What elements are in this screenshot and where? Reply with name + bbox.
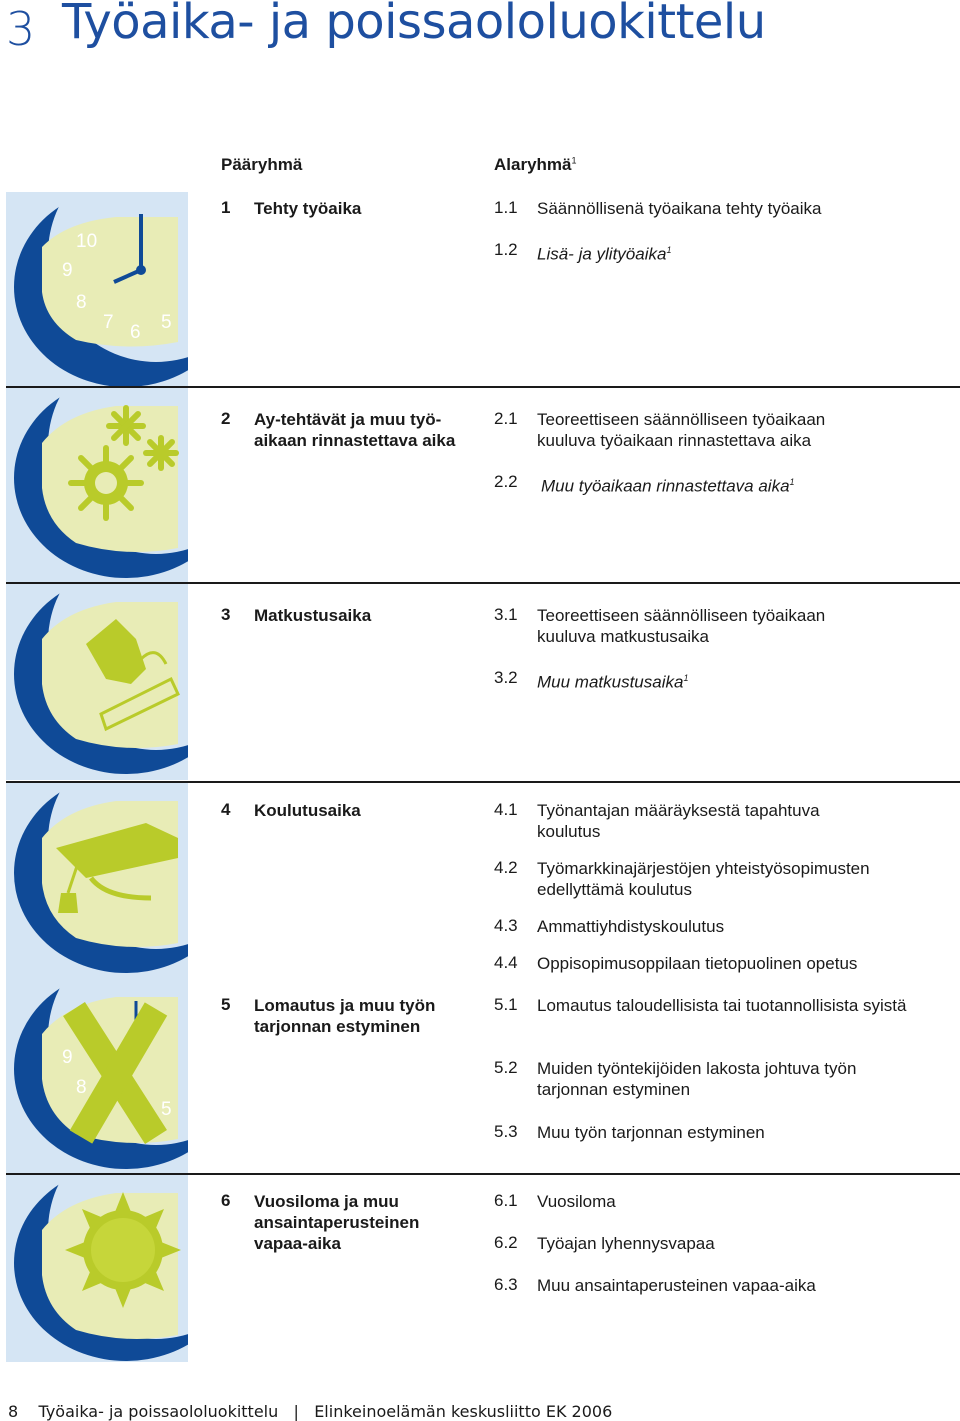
page-footer	[8, 1402, 612, 1421]
footer-publisher: Elinkeinoelämän keskusliitto EK 2006	[314, 1402, 613, 1421]
sun-icon	[6, 1175, 188, 1362]
group-name: Lomautus ja muu työn tarjonnan estyminen	[254, 996, 436, 1036]
subgroup-text	[537, 240, 671, 265]
group-number: 6	[221, 1191, 231, 1210]
header-main-group: Pääryhmä	[221, 155, 303, 174]
footer-title: Työaika- ja poissaololuokittelu	[38, 1402, 279, 1421]
subgroup-number: 5.3	[494, 1122, 518, 1141]
group-name: Tehty työaika	[254, 199, 362, 218]
subgroup-text: Lomautus taloudellisista tai tuotannollisista syistä	[537, 996, 907, 1015]
subgroup-text: Säännöllisenä työaikana tehty työaika	[537, 199, 822, 218]
subgroup-number: 2.1	[494, 409, 518, 428]
subgroup-number: 4.3	[494, 916, 518, 935]
group-number: 2	[221, 409, 231, 428]
chapter-title: Työaika- ja poissaololuokittelu	[62, 0, 766, 50]
graduation-cap-icon	[6, 783, 188, 979]
subgroup-number: 6.1	[494, 1191, 518, 1210]
clock-number-8: 8	[76, 292, 87, 313]
subgroup-text	[541, 472, 795, 497]
subgroup-text: Teoreettiseen säännölliseen työaikaan kuuluva työaikaan rinnastettava aika	[537, 410, 826, 450]
subgroup-number: 4.4	[494, 953, 518, 972]
subgroup-text: Muiden työntekijöiden lakosta johtuva työn tarjonnan estyminen	[537, 1059, 857, 1099]
subgroup-number: 6.3	[494, 1275, 518, 1294]
subgroup-text: Teoreettiseen säännölliseen työaikaan kuuluva matkustusaika	[537, 606, 826, 646]
subgroup-number: 1.2	[494, 240, 518, 259]
gears-icon	[6, 388, 188, 583]
clock-number-9: 9	[62, 1047, 73, 1068]
hand-with-bag-icon	[6, 584, 188, 780]
clock-number-9: 9	[62, 260, 73, 281]
group-name: Matkustusaika	[254, 606, 372, 625]
group-number: 1	[221, 198, 231, 217]
subgroup-text: Työajan lyhennysvapaa	[537, 1234, 715, 1253]
chapter-number: 3	[6, 2, 36, 56]
subgroup-number: 3.2	[494, 668, 518, 687]
subgroup-text: Muu työn tarjonnan estyminen	[537, 1123, 765, 1142]
group-number: 5	[221, 995, 231, 1014]
subgroup-number: 4.1	[494, 800, 518, 819]
group-name: Koulutusaika	[254, 801, 361, 820]
group-name: Ay-tehtävät ja muu työ- aikaan rinnastettava aika	[254, 410, 456, 450]
footnote-marker: 1	[571, 155, 577, 166]
page-number: 8	[8, 1402, 19, 1421]
footnote-marker: 1	[789, 477, 795, 487]
clock-number-5: 5	[161, 312, 172, 333]
subgroup-text: Vuosiloma	[537, 1192, 616, 1211]
subgroup-label: Muu matkustusaika	[537, 672, 684, 692]
footnote-marker: 1	[666, 245, 672, 255]
clock-number-7: 7	[103, 312, 114, 333]
subgroup-number: 3.1	[494, 605, 518, 624]
clock-number-6: 6	[130, 322, 141, 343]
subgroup-number: 4.2	[494, 858, 518, 877]
group-number: 4	[221, 800, 231, 819]
footer-separator: |	[293, 1402, 299, 1421]
clock-number-5: 5	[161, 1099, 172, 1120]
subgroup-number: 2.2	[494, 472, 518, 491]
subgroup-text	[537, 668, 688, 693]
subgroup-text: Ammattiyhdistyskoulutus	[537, 917, 725, 936]
subgroup-text: Muu ansaintaperusteinen vapaa-aika	[537, 1276, 816, 1295]
subgroup-number: 6.2	[494, 1233, 518, 1252]
clock-number-8: 8	[76, 1077, 87, 1098]
clock-icon	[6, 192, 188, 387]
clock-number-10: 10	[76, 231, 98, 252]
subgroup-label: Muu työaikaan rinnastettava aika	[541, 476, 790, 496]
crossed-clock-icon	[6, 979, 188, 1173]
subgroup-label: Lisä- ja ylityöaika	[537, 244, 667, 264]
subgroup-number: 1.1	[494, 198, 518, 217]
subgroup-text: Oppisopimusoppilaan tietopuolinen opetus	[537, 954, 858, 973]
subgroup-number: 5.1	[494, 995, 518, 1014]
subgroup-number: 5.2	[494, 1058, 518, 1077]
header-sub-group	[494, 155, 577, 175]
subgroup-text: Työnantajan määräyksestä tapahtuva koulutus	[537, 801, 820, 841]
group-name: Vuosiloma ja muu ansaintaperusteinen vapaa-aika	[254, 1192, 420, 1253]
subgroup-text: Työmarkkinajärjestöjen yhteistyösopimusten edellyttämä koulutus	[537, 859, 870, 899]
header-sub-group-label: Alaryhmä	[494, 155, 572, 174]
footnote-marker: 1	[683, 673, 689, 683]
group-number: 3	[221, 605, 231, 624]
